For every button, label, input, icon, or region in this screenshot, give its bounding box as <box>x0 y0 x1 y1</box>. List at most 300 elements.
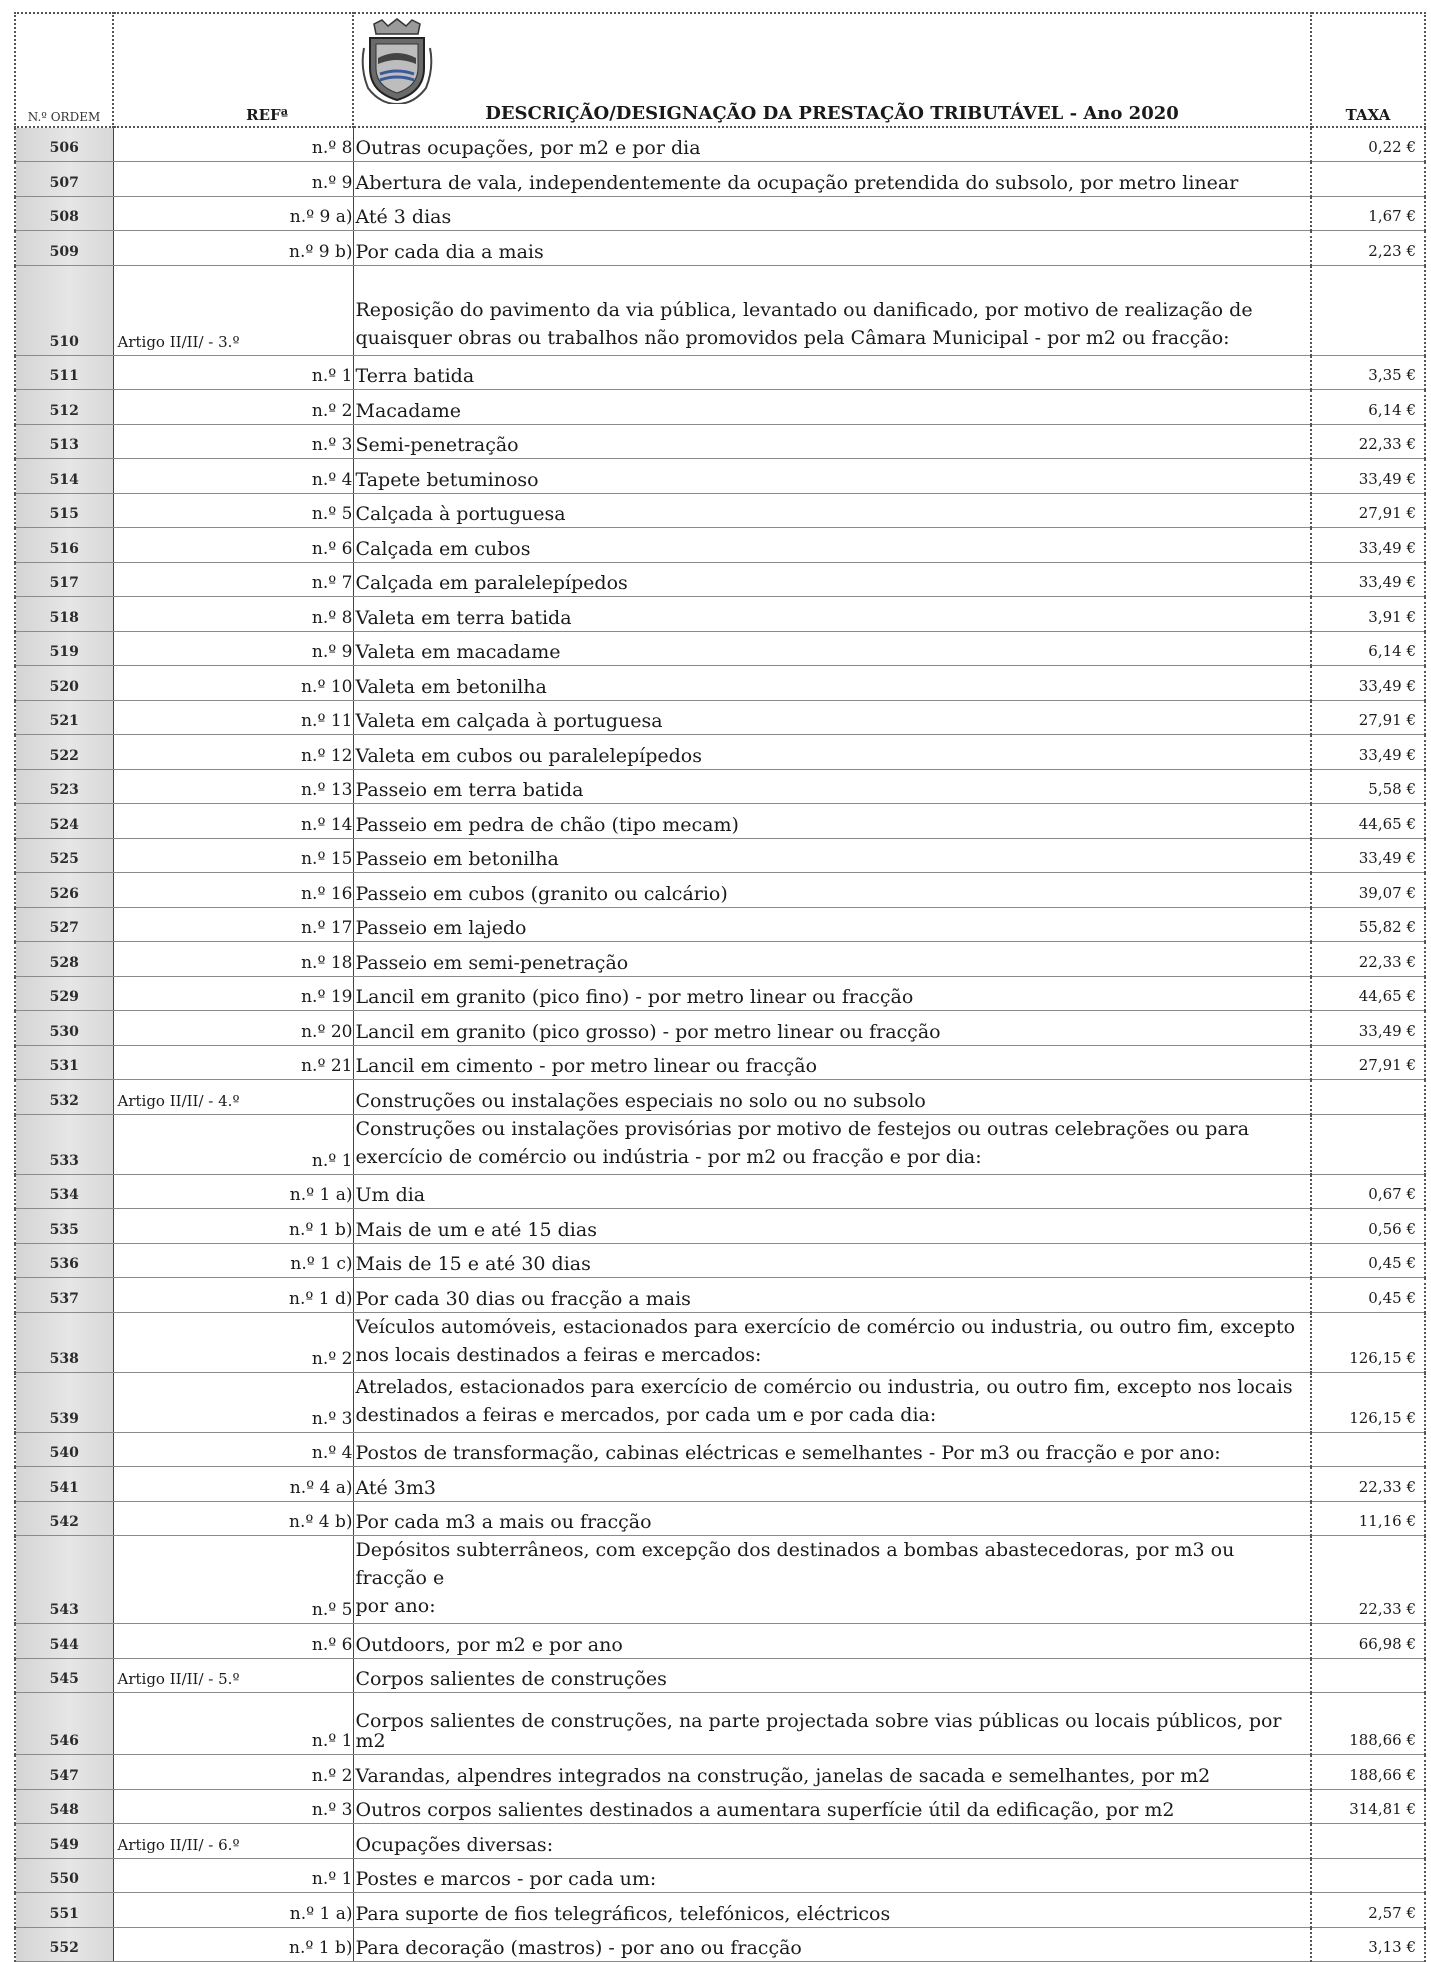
item-reference: n.º 3 <box>311 1408 353 1429</box>
description-cell <box>353 1045 1311 1080</box>
table-row <box>15 1011 1425 1046</box>
municipal-crest-logo <box>360 18 434 104</box>
order-number: 551 <box>15 1893 113 1928</box>
description-line: Por cada m3 a mais ou fracção <box>355 1511 652 1533</box>
order-number: 524 <box>15 804 113 839</box>
order-number: 518 <box>15 597 113 632</box>
tax-value: 314,81 € <box>1311 1789 1425 1824</box>
description-line: Lancil em cimento - por metro linear ou fracção <box>355 1055 818 1077</box>
reference-cell <box>113 1114 353 1174</box>
order-number: 517 <box>15 562 113 597</box>
item-reference: n.º 2 <box>311 400 353 421</box>
reference-cell <box>113 631 353 666</box>
item-reference: n.º 1 <box>311 1869 353 1889</box>
description-line: Valeta em macadame <box>355 641 561 663</box>
description-cell <box>353 562 1311 597</box>
tax-value: 22,33 € <box>1311 942 1425 977</box>
reference-cell <box>113 700 353 735</box>
description-cell <box>353 127 1311 162</box>
reference-cell <box>113 666 353 701</box>
item-reference: n.º 16 <box>301 883 353 904</box>
reference-cell <box>113 1501 353 1536</box>
description-line: Calçada em cubos <box>355 537 531 560</box>
description-line: Postos de transformação, cabinas eléctricas e semelhantes - Por m3 ou fracção e por ano: <box>355 1442 1221 1464</box>
description-cell <box>353 631 1311 666</box>
item-reference: n.º 1 <box>311 366 353 386</box>
order-number: 530 <box>15 1011 113 1046</box>
order-number: 552 <box>15 1927 113 1962</box>
description-cell <box>353 1893 1311 1928</box>
item-reference: n.º 1 b) <box>289 1219 353 1240</box>
order-number: 543 <box>15 1536 113 1624</box>
table-row <box>15 1858 1425 1893</box>
table-row <box>15 1789 1425 1824</box>
item-reference: n.º 9 <box>311 172 353 193</box>
item-reference: n.º 1 c) <box>290 1254 353 1274</box>
table-row <box>15 976 1425 1011</box>
tax-value: 3,35 € <box>1311 355 1425 390</box>
description-cell <box>353 1312 1311 1372</box>
item-reference: n.º 5 <box>311 1600 353 1620</box>
tax-value: 0,56 € <box>1311 1209 1425 1244</box>
item-reference: n.º 3 <box>311 1800 353 1820</box>
reference-cell <box>113 1893 353 1928</box>
reference-cell <box>113 597 353 632</box>
order-number: 514 <box>15 459 113 494</box>
table-row <box>15 127 1425 162</box>
item-reference: n.º 7 <box>311 573 353 593</box>
description-cell <box>353 976 1311 1011</box>
table-row <box>15 424 1425 459</box>
tax-value: 3,13 € <box>1311 1927 1425 1962</box>
reference-cell <box>113 1372 353 1432</box>
description-cell <box>353 355 1311 390</box>
tax-value: 33,49 € <box>1311 1011 1425 1046</box>
description-line: Postes e marcos - por cada um: <box>355 1868 657 1890</box>
item-reference: n.º 21 <box>301 1056 353 1076</box>
description-line: Passeio em pedra de chão (tipo mecam) <box>355 813 739 836</box>
reference-cell <box>113 942 353 977</box>
table-row <box>15 528 1425 563</box>
description-cell <box>353 1624 1311 1659</box>
order-number: 532 <box>15 1080 113 1115</box>
item-reference: n.º 1 d) <box>289 1288 353 1309</box>
order-number: 527 <box>15 907 113 942</box>
reference-cell <box>113 1824 353 1859</box>
order-number: 545 <box>15 1658 113 1693</box>
order-number: 544 <box>15 1624 113 1659</box>
tax-value: 33,49 € <box>1311 735 1425 770</box>
item-reference: n.º 15 <box>301 849 353 869</box>
reference-cell <box>113 1693 353 1755</box>
tax-value <box>1311 265 1425 355</box>
item-reference: n.º 10 <box>301 676 353 697</box>
description-cell <box>353 1174 1311 1209</box>
table-row <box>15 1755 1425 1790</box>
description-cell <box>353 1927 1311 1962</box>
item-reference: n.º 5 <box>311 504 353 524</box>
tax-value: 44,65 € <box>1311 804 1425 839</box>
description-cell <box>353 1789 1311 1824</box>
description-cell <box>353 873 1311 908</box>
description-line: Corpos salientes de construções, na parte projectada sobre vias públicas ou locais públicos, por m2 <box>355 1710 1282 1752</box>
description-line: Corpos salientes de construções <box>355 1668 667 1690</box>
description-cell <box>353 390 1311 425</box>
table-row <box>15 1312 1425 1372</box>
tax-value: 0,45 € <box>1311 1278 1425 1313</box>
description-cell <box>353 493 1311 528</box>
tax-value: 188,66 € <box>1311 1755 1425 1790</box>
order-number: 515 <box>15 493 113 528</box>
description-line: destinados a feiras e mercados, por cada um e por cada dia: <box>355 1403 937 1426</box>
description-line: Valeta em betonilha <box>355 675 547 698</box>
order-number: 548 <box>15 1789 113 1824</box>
reference-cell <box>113 390 353 425</box>
order-number: 522 <box>15 735 113 770</box>
reference-cell <box>113 1432 353 1467</box>
order-number: 550 <box>15 1858 113 1893</box>
table-row <box>15 597 1425 632</box>
description-cell <box>353 1536 1311 1624</box>
header-tax: TAXA <box>1311 13 1425 127</box>
description-line: Abertura de vala, independentemente da ocupação pretendida do subsolo, por metro linear <box>355 171 1239 194</box>
description-cell <box>353 804 1311 839</box>
table-row <box>15 1693 1425 1755</box>
description-line: Mais de um e até 15 dias <box>355 1218 597 1241</box>
item-reference: n.º 1 a) <box>289 1185 353 1205</box>
reference-cell <box>113 162 353 197</box>
order-number: 547 <box>15 1755 113 1790</box>
table-row <box>15 1372 1425 1432</box>
description-line: Passeio em betonilha <box>355 848 559 870</box>
order-number: 511 <box>15 355 113 390</box>
description-line: Lancil em granito (pico grosso) - por metro linear ou fracção <box>355 1020 941 1043</box>
tax-value: 27,91 € <box>1311 700 1425 735</box>
description-line: Por cada 30 dias ou fracção a mais <box>355 1287 691 1310</box>
item-reference: n.º 9 <box>311 642 353 662</box>
reference-cell <box>113 735 353 770</box>
tax-table <box>14 12 1426 1962</box>
table-row <box>15 355 1425 390</box>
description-cell <box>353 1467 1311 1502</box>
description-cell <box>353 597 1311 632</box>
description-line: Tapete betuminoso <box>355 468 539 491</box>
description-line: exercício de comércio ou indústria - por m2 ou fracção e por dia: <box>355 1145 982 1168</box>
description-cell <box>353 1824 1311 1859</box>
description-cell <box>353 1372 1311 1432</box>
description-line: Semi-penetração <box>355 434 519 456</box>
description-cell <box>353 1011 1311 1046</box>
tax-value: 188,66 € <box>1311 1693 1425 1755</box>
description-cell <box>353 700 1311 735</box>
description-line: Passeio em lajedo <box>355 917 527 939</box>
reference-cell <box>113 873 353 908</box>
description-cell <box>353 459 1311 494</box>
tax-value: 2,23 € <box>1311 231 1425 266</box>
reference-cell <box>113 1278 353 1313</box>
order-number: 533 <box>15 1114 113 1174</box>
item-reference: n.º 19 <box>301 987 353 1007</box>
description-cell <box>353 666 1311 701</box>
table-row <box>15 265 1425 355</box>
tax-value <box>1311 1080 1425 1115</box>
description-cell <box>353 1693 1311 1755</box>
reference-cell <box>113 459 353 494</box>
order-number: 526 <box>15 873 113 908</box>
description-cell <box>353 1278 1311 1313</box>
header-row <box>15 13 1425 127</box>
tax-value <box>1311 1858 1425 1893</box>
tax-value: 22,33 € <box>1311 1467 1425 1502</box>
description-cell <box>353 1501 1311 1536</box>
table-row <box>15 1432 1425 1467</box>
item-reference: n.º 8 <box>311 138 353 158</box>
table-row <box>15 1278 1425 1313</box>
description-line: Valeta em calçada à portuguesa <box>355 710 663 732</box>
header-num: N.º ORDEM <box>15 13 113 127</box>
description-cell <box>353 907 1311 942</box>
table-row <box>15 1501 1425 1536</box>
table-row <box>15 162 1425 197</box>
description-cell <box>353 769 1311 804</box>
item-reference: n.º 4 <box>311 469 353 490</box>
tax-value: 66,98 € <box>1311 1624 1425 1659</box>
tax-value <box>1311 1658 1425 1693</box>
header-desc <box>353 13 1311 127</box>
order-number: 510 <box>15 265 113 355</box>
item-reference: n.º 1 a) <box>289 1903 353 1924</box>
description-cell <box>353 1755 1311 1790</box>
reference-cell <box>113 1174 353 1209</box>
reference-cell <box>113 769 353 804</box>
description-cell <box>353 1209 1311 1244</box>
order-number: 538 <box>15 1312 113 1372</box>
table-row <box>15 666 1425 701</box>
order-number: 508 <box>15 196 113 231</box>
description-cell <box>353 1858 1311 1893</box>
reference-cell <box>113 1080 353 1115</box>
reference-cell <box>113 1927 353 1962</box>
reference-cell <box>113 1243 353 1278</box>
description-line: Veículos automóveis, estacionados para exercício de comércio ou industria, ou outro fim, excepto <box>355 1315 1296 1338</box>
description-line: nos locais destinados a feiras e mercados: <box>355 1343 762 1366</box>
table-row <box>15 1824 1425 1859</box>
order-number: 509 <box>15 231 113 266</box>
tax-value: 33,49 € <box>1311 838 1425 873</box>
tax-value: 6,14 € <box>1311 390 1425 425</box>
reference-cell <box>113 1467 353 1502</box>
order-number: 542 <box>15 1501 113 1536</box>
table-row <box>15 1536 1425 1624</box>
tax-value: 33,49 € <box>1311 666 1425 701</box>
table-row <box>15 1045 1425 1080</box>
reference-cell <box>113 562 353 597</box>
tax-value <box>1311 1114 1425 1174</box>
article-label: Artigo II/II/ - 4.º <box>117 1091 240 1110</box>
table-row <box>15 804 1425 839</box>
item-reference: n.º 20 <box>301 1021 353 1042</box>
tax-value: 33,49 € <box>1311 528 1425 563</box>
description-line: Outdoors, por m2 e por ano <box>355 1633 623 1656</box>
table-row <box>15 1209 1425 1244</box>
description-cell <box>353 1243 1311 1278</box>
order-number: 531 <box>15 1045 113 1080</box>
description-line: Depósitos subterrâneos, com excepção dos destinados a bombas abastecedoras, por m3 ou fracção e <box>355 1539 1235 1589</box>
order-number: 507 <box>15 162 113 197</box>
description-line: Calçada à portuguesa <box>355 503 566 525</box>
description-line: Atrelados, estacionados para exercício de comércio ou industria, ou outro fim, excepto nos locais <box>355 1375 1293 1398</box>
description-line: Lancil em granito (pico fino) - por metro linear ou fracção <box>355 986 914 1008</box>
description-cell <box>353 231 1311 266</box>
item-reference: n.º 12 <box>301 745 353 766</box>
description-cell <box>353 528 1311 563</box>
order-number: 529 <box>15 976 113 1011</box>
item-reference: n.º 17 <box>301 918 353 938</box>
reference-cell <box>113 838 353 873</box>
description-line: Por cada dia a mais <box>355 240 544 263</box>
description-line: Construções ou instalações especiais no solo ou no subsolo <box>355 1089 926 1112</box>
tax-value: 39,07 € <box>1311 873 1425 908</box>
description-cell <box>353 196 1311 231</box>
item-reference: n.º 4 <box>311 1443 353 1463</box>
description-line: Reposição do pavimento da via pública, levantado ou danificado, por motivo de realização de <box>355 298 1253 321</box>
item-reference: n.º 1 <box>311 1150 353 1171</box>
item-reference: n.º 1 <box>311 1731 353 1751</box>
order-number: 513 <box>15 424 113 459</box>
tax-value: 0,22 € <box>1311 127 1425 162</box>
item-reference: n.º 9 b) <box>289 241 353 262</box>
order-number: 523 <box>15 769 113 804</box>
order-number: 534 <box>15 1174 113 1209</box>
reference-cell <box>113 265 353 355</box>
table-row <box>15 1927 1425 1962</box>
description-line: quaisquer obras ou trabalhos não promovidos pela Câmara Municipal - por m2 ou fracção: <box>355 326 1230 349</box>
reference-cell <box>113 1858 353 1893</box>
tax-value: 1,67 € <box>1311 196 1425 231</box>
table-row <box>15 1243 1425 1278</box>
tax-value: 5,58 € <box>1311 769 1425 804</box>
order-number: 540 <box>15 1432 113 1467</box>
table-row <box>15 1174 1425 1209</box>
item-reference: n.º 3 <box>311 435 353 455</box>
description-line: Varandas, alpendres integrados na construção, janelas de sacada e semelhantes, por m2 <box>355 1764 1211 1787</box>
header-ref: REFª <box>113 13 353 127</box>
description-line: Valeta em cubos ou paralelepípedos <box>355 744 702 767</box>
tax-value: 0,45 € <box>1311 1243 1425 1278</box>
item-reference: n.º 2 <box>311 1348 353 1369</box>
reference-cell <box>113 424 353 459</box>
order-number: 520 <box>15 666 113 701</box>
description-cell <box>353 735 1311 770</box>
article-label: Artigo II/II/ - 6.º <box>117 1835 240 1854</box>
table-row <box>15 838 1425 873</box>
table-row <box>15 1658 1425 1693</box>
reference-cell <box>113 907 353 942</box>
tax-value: 126,15 € <box>1311 1372 1425 1432</box>
order-number: 528 <box>15 942 113 977</box>
description-cell <box>353 424 1311 459</box>
description-cell <box>353 838 1311 873</box>
description-line: Macadame <box>355 399 462 422</box>
article-label: Artigo II/II/ - 3.º <box>117 332 240 351</box>
reference-cell <box>113 528 353 563</box>
reference-cell <box>113 1011 353 1046</box>
order-number: 525 <box>15 838 113 873</box>
reference-cell <box>113 196 353 231</box>
description-line: Terra batida <box>355 365 475 387</box>
description-line: Até 3 dias <box>355 206 452 228</box>
description-line: Para suporte de fios telegráficos, telefónicos, eléctricos <box>355 1902 891 1925</box>
description-line: Outros corpos salientes destinados a aumentara superfície útil da edificação, por m2 <box>355 1799 1175 1821</box>
table-row <box>15 942 1425 977</box>
table-row <box>15 1114 1425 1174</box>
table-row <box>15 631 1425 666</box>
table-row <box>15 907 1425 942</box>
order-number: 519 <box>15 631 113 666</box>
description-cell <box>353 1080 1311 1115</box>
reference-cell <box>113 804 353 839</box>
reference-cell <box>113 1045 353 1080</box>
description-line: Calçada em paralelepípedos <box>355 572 628 594</box>
description-line: Construções ou instalações provisórias por motivo de festejos ou outras celebrações ou para <box>355 1117 1250 1140</box>
tax-value <box>1311 162 1425 197</box>
tax-value: 6,14 € <box>1311 631 1425 666</box>
description-line: Passeio em terra batida <box>355 779 584 801</box>
description-cell <box>353 942 1311 977</box>
description-line: Passeio em cubos (granito ou calcário) <box>355 882 728 905</box>
item-reference: n.º 18 <box>301 952 353 973</box>
tax-value: 55,82 € <box>1311 907 1425 942</box>
reference-cell <box>113 1658 353 1693</box>
item-reference: n.º 13 <box>301 780 353 800</box>
table-row <box>15 769 1425 804</box>
reference-cell <box>113 231 353 266</box>
table-row <box>15 1893 1425 1928</box>
table-row <box>15 562 1425 597</box>
item-reference: n.º 11 <box>301 711 353 731</box>
reference-cell <box>113 1789 353 1824</box>
item-reference: n.º 2 <box>311 1765 353 1786</box>
item-reference: n.º 6 <box>311 538 353 559</box>
reference-cell <box>113 1536 353 1624</box>
order-number: 512 <box>15 390 113 425</box>
item-reference: n.º 4 b) <box>289 1512 353 1532</box>
order-number: 521 <box>15 700 113 735</box>
reference-cell <box>113 1209 353 1244</box>
reference-cell <box>113 1312 353 1372</box>
description-line: Passeio em semi-penetração <box>355 951 629 974</box>
description-line: Até 3m3 <box>355 1476 436 1499</box>
table-row <box>15 1624 1425 1659</box>
tax-value <box>1311 1824 1425 1859</box>
order-number: 541 <box>15 1467 113 1502</box>
tax-value: 33,49 € <box>1311 562 1425 597</box>
reference-cell <box>113 493 353 528</box>
description-line: Outras ocupações, por m2 e por dia <box>355 137 701 159</box>
reference-cell <box>113 976 353 1011</box>
description-line: Ocupações diversas: <box>355 1833 554 1856</box>
table-row <box>15 459 1425 494</box>
table-body <box>15 127 1425 1962</box>
description-cell <box>353 265 1311 355</box>
tax-value: 22,33 € <box>1311 424 1425 459</box>
item-reference: n.º 8 <box>311 607 353 628</box>
item-reference: n.º 14 <box>301 814 353 835</box>
description-line: Um dia <box>355 1184 426 1206</box>
table-row <box>15 1467 1425 1502</box>
item-reference: n.º 9 a) <box>289 207 353 227</box>
table-row <box>15 390 1425 425</box>
